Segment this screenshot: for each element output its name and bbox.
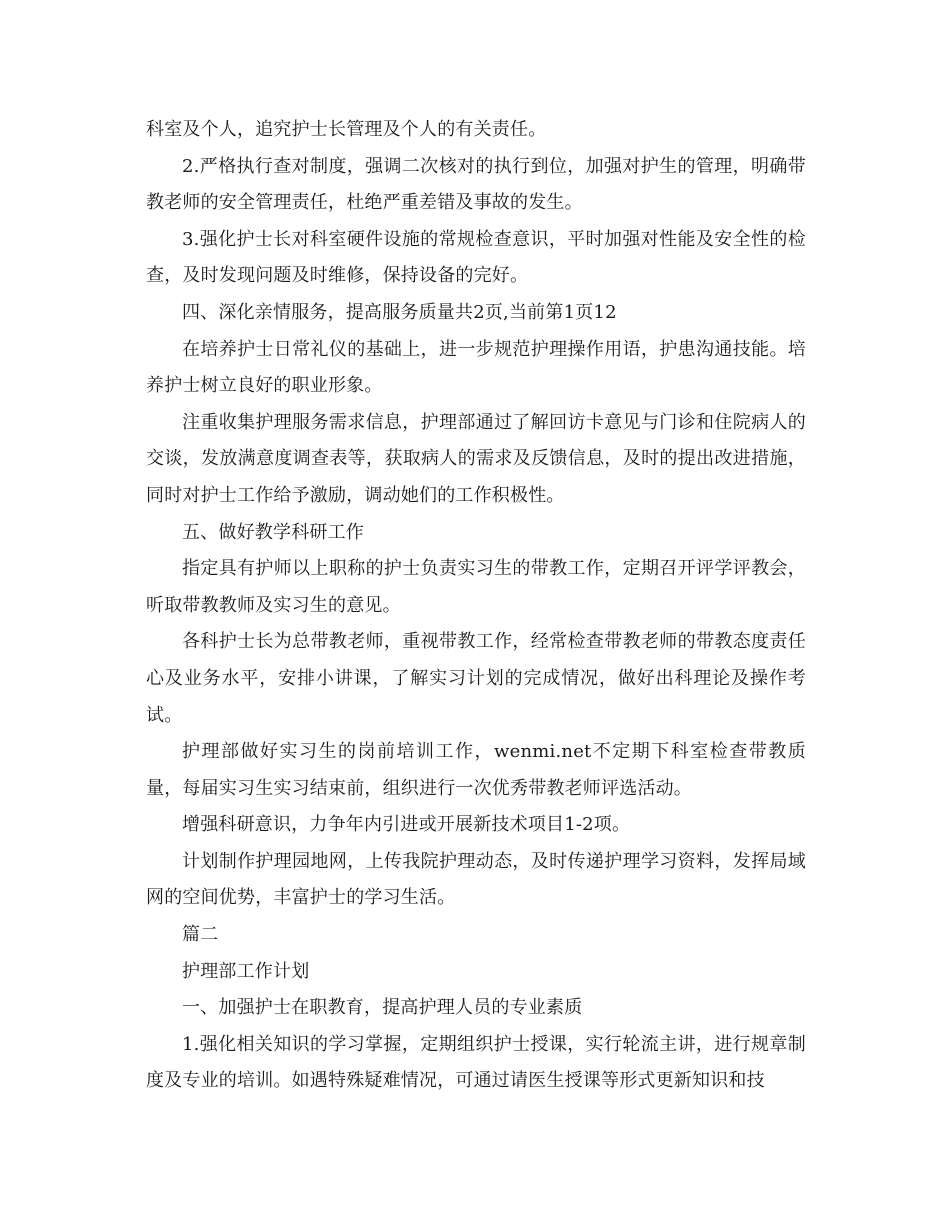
paragraph-head-nurse-teaching: 各科护士长为总带教老师，重视带教工作，经常检查带教老师的带教态度责任心及业务水平，安排小讲课，了解实习计划的完成情况，做好出科理论及操作考试。 [146, 631, 806, 726]
paragraph-website: 计划制作护理园地网，上传我院护理动态，及时传递护理学习资料，发挥局域网的空间优势，丰富护士的学习生活。 [146, 850, 806, 909]
section-heading-plan: 护理部工作计划 [182, 960, 310, 982]
paragraph-teaching-assignment: 指定具有护师以上职称的护士负责实习生的带教工作，定期召开评学评教会，听取带教教师及实习生的意见。 [146, 558, 806, 616]
section-heading-part-two: 篇二 [182, 924, 219, 946]
paragraph-checking-system: 2.严格执行查对制度，强调二次核对的执行到位，加强对护生的管理，明确带教老师的安全管理责任，杜绝严重差错及事故的发生。 [146, 155, 806, 214]
paragraph-continuation: 科室及个人，追究护士长管理及个人的有关责任。 [146, 119, 547, 140]
paragraph-etiquette: 在培养护士日常礼仪的基础上，进一步规范护理操作用语，护患沟通技能。培养护士树立良好的职业形象。 [146, 338, 806, 397]
paragraph-feedback: 注重收集护理服务需求信息，护理部通过了解回访卡意见与门诊和住院病人的交谈，发放满意度调查表等，获取病人的需求及反馈信息，及时的提出改进措施，同时对护士工作给予激励，调动她们的工作积极性。 [146, 411, 806, 506]
paragraph-equipment-inspection: 3.强化护士长对科室硬件设施的常规检查意识，平时加强对性能及安全性的检查，及时发现问题及时维修，保持设备的完好。 [146, 228, 806, 287]
document-body [146, 112, 806, 1100]
paragraph-research: 增强科研意识，力争年内引进或开展新技术项目1-2项。 [182, 814, 631, 836]
section-heading-teaching: 五、做好教学科研工作 [182, 521, 364, 543]
paragraph-intern-training: 护理部做好实习生的岗前培训工作，wenmi.net不定期下科室检查带教质量，每届实习生实习结束前，组织进行一次优秀带教老师评选活动。 [146, 741, 806, 799]
section-heading-service: 四、深化亲情服务，提高服务质量共2页,当前第1页12 [182, 301, 617, 323]
paragraph-knowledge-learning: 1.强化相关知识的学习掌握，定期组织护士授课，实行轮流主讲，进行规章制度及专业的培训。如遇特殊疑难情况，可通过请医生授课等形式更新知识和技 [146, 1033, 806, 1092]
section-heading-education: 一、加强护士在职教育，提高护理人员的专业素质 [182, 997, 583, 1019]
